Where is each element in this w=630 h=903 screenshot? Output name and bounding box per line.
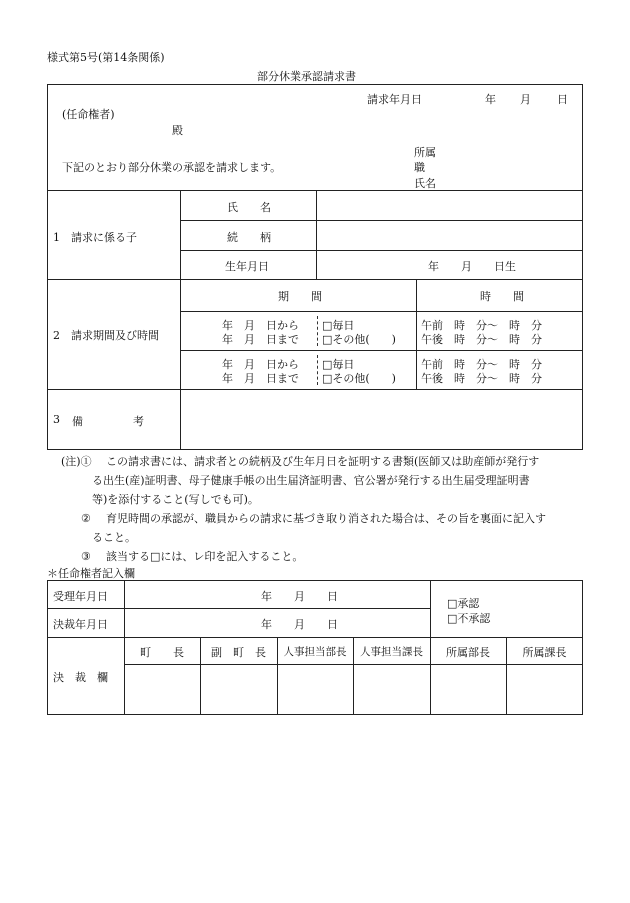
time-header: 時 間	[480, 290, 524, 303]
time-pm: 午後 時 分〜 時 分	[421, 333, 542, 346]
child-birthdate-label: 生年月日	[225, 260, 269, 273]
note-prefix: (注)①	[61, 455, 92, 468]
period-header: 期 間	[278, 290, 322, 303]
remarks-label-a: 備	[72, 415, 83, 428]
period-section-label: 2 請求期間及び時間	[53, 329, 159, 342]
approver-deputy-mayor: 副 町 長	[211, 646, 266, 659]
affiliation-label: 所属	[414, 146, 436, 159]
child-section-label: 1 請求に係る子	[53, 231, 137, 244]
decided-date-label: 決裁年月日	[53, 618, 108, 631]
request-date-label: 請求年月日	[367, 93, 422, 106]
daily-checkbox[interactable]: □毎日	[322, 319, 355, 332]
reject-checkbox[interactable]: □不承認	[447, 612, 491, 625]
honorific: 殿	[172, 124, 183, 137]
received-date-value: 年 月 日	[261, 590, 338, 603]
approver-hr-section-chief: 人事担当課長	[360, 646, 423, 658]
note-3-line-1: 該当する□には、レ印を記入すること。	[106, 550, 304, 563]
note-1-line-3: 等)を添付すること(写しでも可)。	[92, 493, 259, 506]
date-month: 月	[520, 93, 531, 106]
approver-mayor: 町 長	[140, 646, 184, 659]
authority-section-title: ＊任命権者記入欄	[47, 567, 135, 580]
period-to: 年 月 日まで	[222, 372, 299, 385]
time-pm: 午後 時 分〜 時 分	[421, 372, 542, 385]
approver-section-chief: 所属課長	[522, 646, 567, 659]
form-id: 様式第5号(第14条関係)	[47, 51, 165, 64]
child-birthdate-value: 年 月 日生	[428, 260, 516, 273]
stamp-cell-section-chief[interactable]	[506, 665, 583, 714]
period-from: 年 月 日から	[222, 358, 299, 371]
stamp-cell-mayor[interactable]	[124, 665, 200, 714]
period-to: 年 月 日まで	[222, 333, 299, 346]
daily-checkbox[interactable]: □毎日	[322, 358, 355, 371]
remarks-label-b: 考	[133, 415, 144, 428]
other-checkbox[interactable]: □その他( )	[322, 333, 396, 346]
decided-date-value: 年 月 日	[261, 618, 338, 631]
stamp-cell-deputy-mayor[interactable]	[200, 665, 277, 714]
remarks-num: 3	[53, 413, 60, 426]
stamp-cell-hr-director[interactable]	[277, 665, 353, 714]
approval-column-label: 決 裁 欄	[53, 671, 108, 684]
period-from: 年 月 日から	[222, 319, 299, 332]
date-day: 日	[557, 93, 568, 106]
note-2-line-2: ること。	[92, 531, 136, 544]
time-am: 午前 時 分〜 時 分	[421, 358, 542, 371]
note-2-line-1: 育児時間の承認が、職員からの請求に基づき取り消された場合は、その旨を裏面に記入す	[106, 512, 546, 525]
approver-hr-director: 人事担当部長	[283, 646, 347, 658]
time-am: 午前 時 分〜 時 分	[421, 319, 542, 332]
stamp-cell-hr-section-chief[interactable]	[353, 665, 430, 714]
note-2-num: ②	[81, 512, 91, 525]
other-checkbox[interactable]: □その他( )	[322, 372, 396, 385]
child-relation-label: 続 柄	[227, 231, 271, 244]
child-name-label: 氏 名	[227, 201, 271, 214]
approver-dept-director: 所属部長	[446, 646, 490, 659]
request-text: 下記のとおり部分休業の承認を請求します。	[62, 161, 282, 174]
note-1-line-2: る出生(産)証明書、母子健康手帳の出生届済証明書、官公署が発行する出生届受理証明書	[92, 474, 530, 487]
received-date-label: 受理年月日	[53, 590, 108, 603]
form-title: 部分休業承認請求書	[257, 70, 356, 83]
note-1-line-1: この請求書には、請求者との続柄及び生年月日を証明する書類(医師又は助産師が発行す	[106, 455, 540, 468]
authority-label: (任命権者)	[62, 108, 115, 121]
approve-checkbox[interactable]: □承認	[447, 597, 480, 610]
name-label: 氏名	[414, 177, 436, 190]
date-year: 年	[485, 93, 496, 106]
stamp-cell-dept-director[interactable]	[430, 665, 506, 714]
note-3-num: ③	[81, 550, 91, 563]
position-label: 職	[414, 161, 425, 174]
